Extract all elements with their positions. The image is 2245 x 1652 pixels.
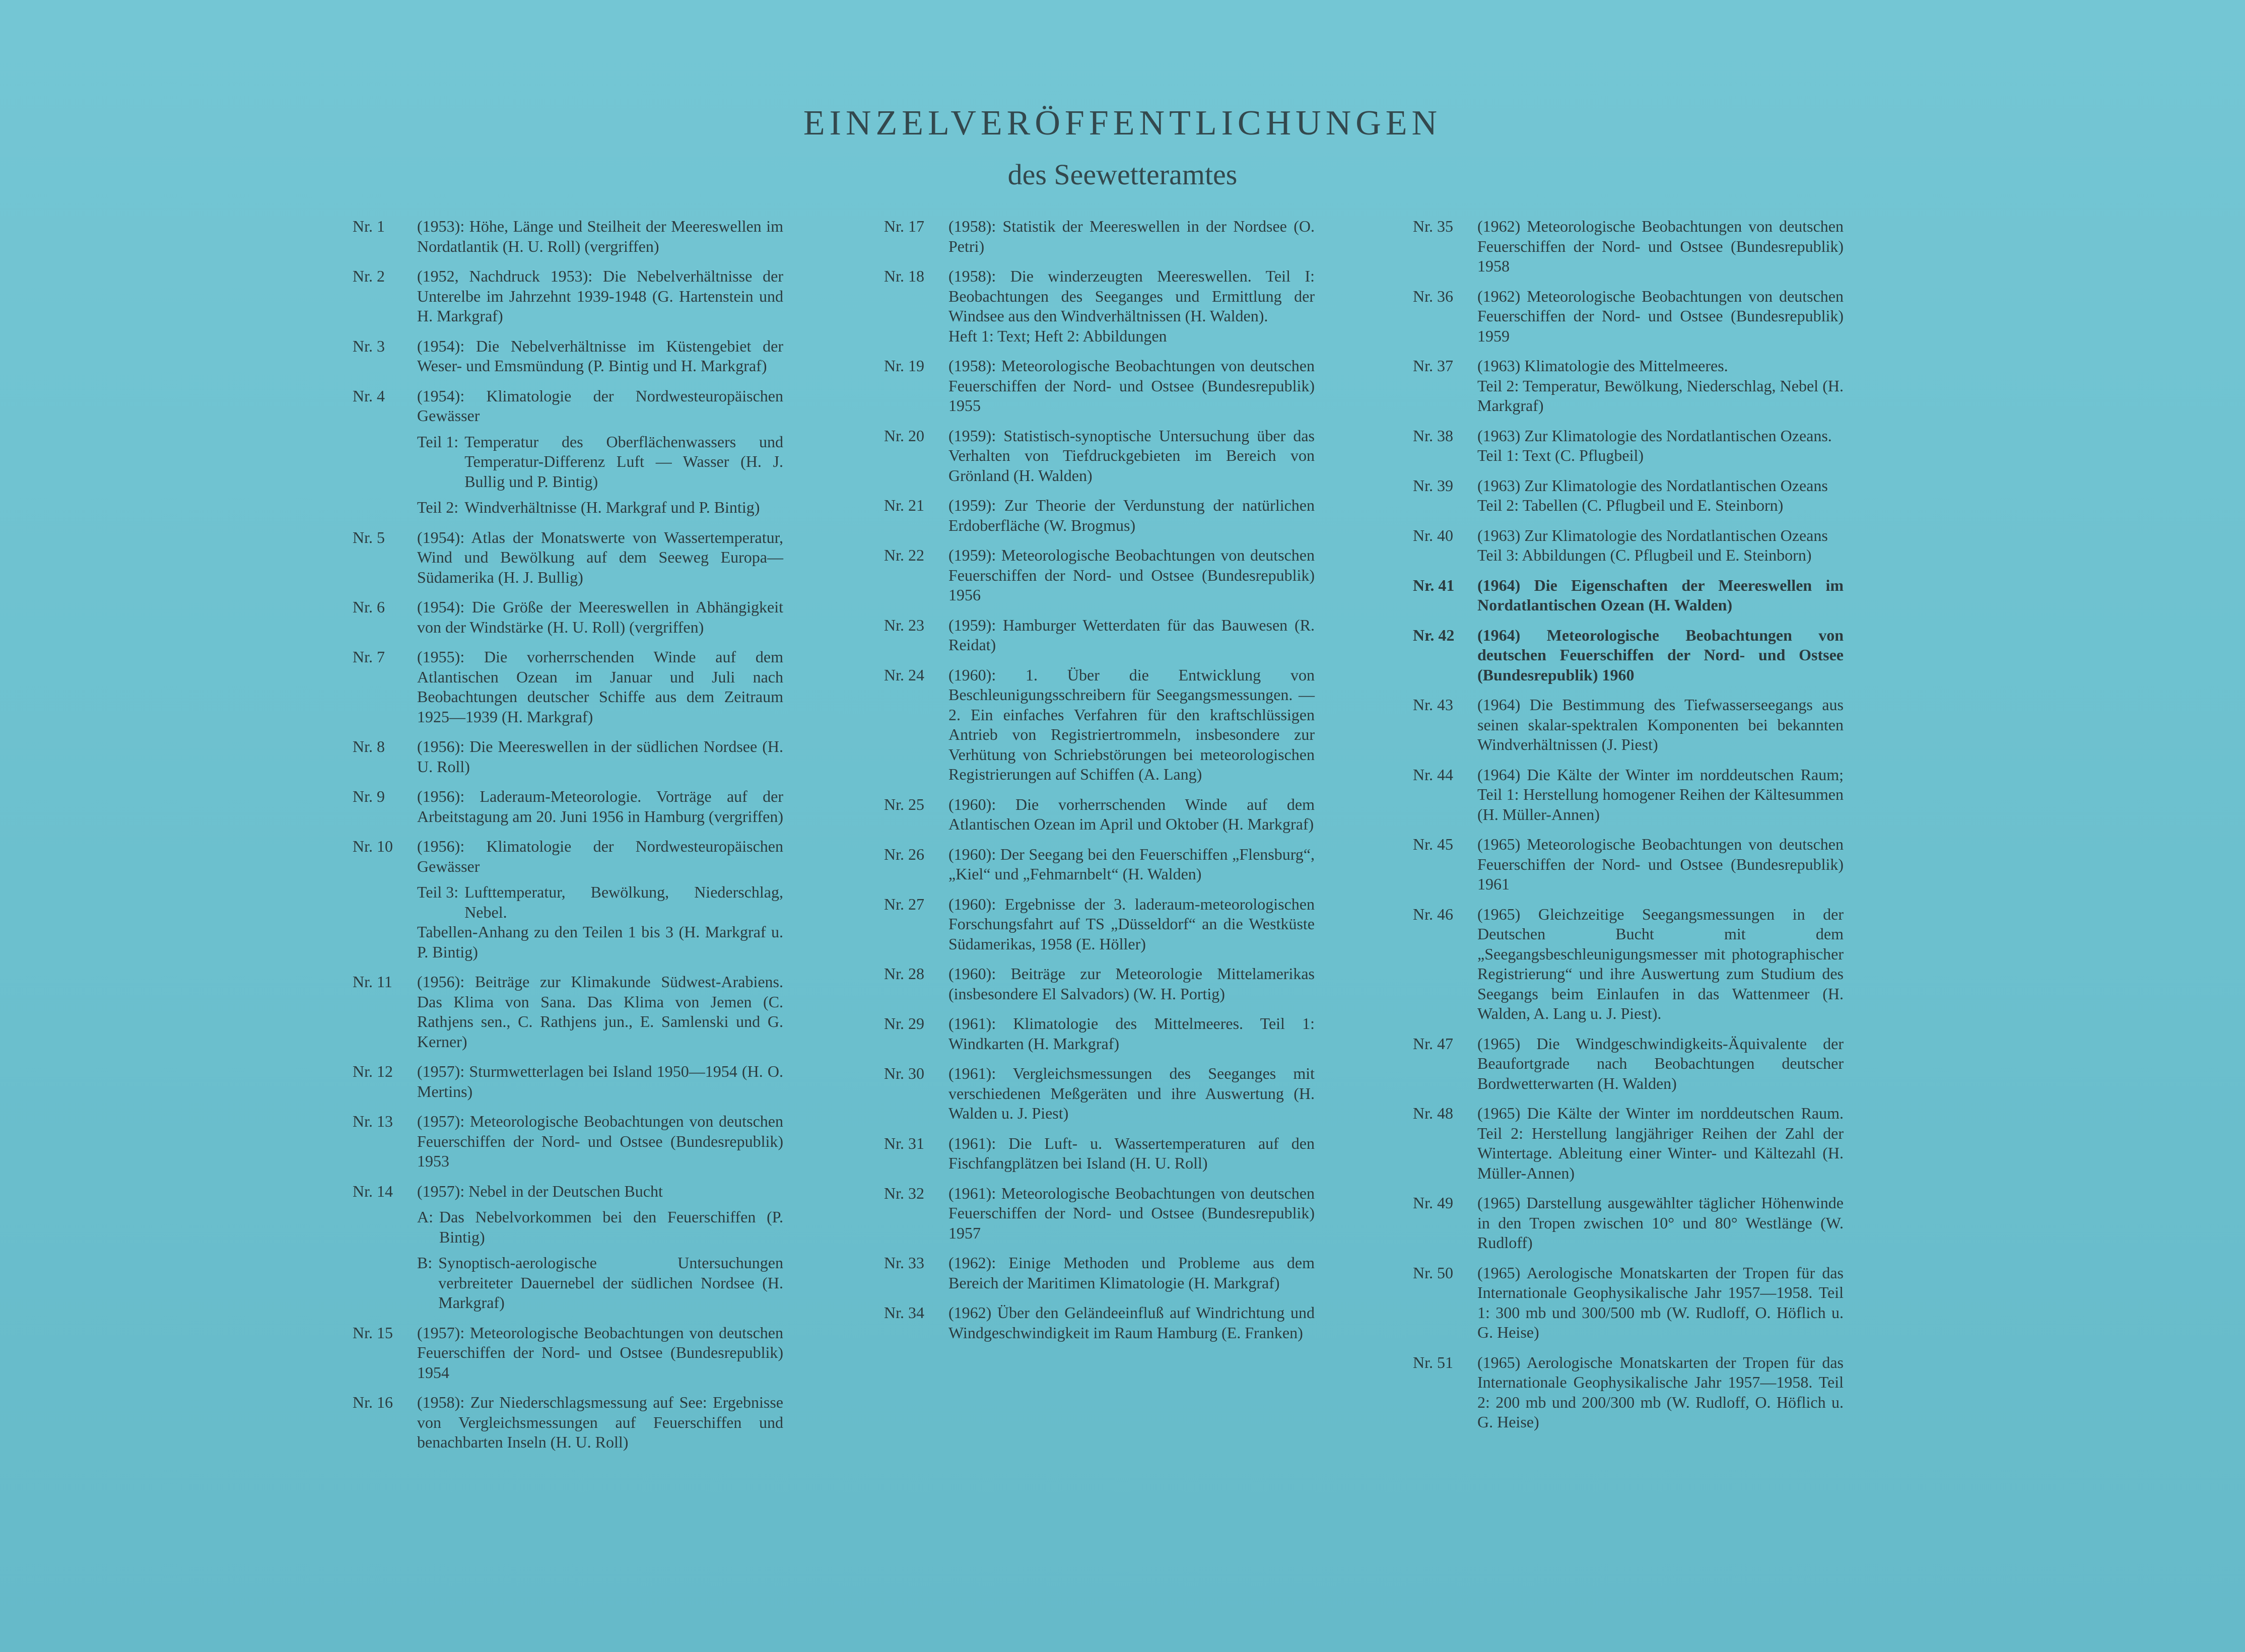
entry-number: Nr. 40 <box>1413 526 1453 544</box>
entry-text: (1957): Sturmwetterlagen bei Island 1950—1954 (H. O. Mertins) <box>417 1062 783 1100</box>
entry-number: Nr. 30 <box>884 1064 924 1082</box>
publication-entry <box>884 845 1315 884</box>
entry-text: (1957): Meteorologische Beobachtungen von deutschen Feuerschiffen der Nord- und Ostsee (Bundesrepublik) 1953 <box>417 1112 783 1170</box>
entry-text: (1963) Zur Klimatologie des Nordatlantischen Ozeans <box>1477 476 1828 495</box>
entry-text: (1964) Die Kälte der Winter im norddeutschen Raum; Teil 1: Herstellung homogener Reihen der Kältesummen (H. Müller-Annen) <box>1477 765 1844 823</box>
entry-text: (1961): Die Luft- u. Wassertemperaturen auf den Fischfangplätzen bei Island (H. U. Roll) <box>948 1134 1315 1172</box>
entry-body <box>417 647 783 727</box>
entry-text: (1965) Die Kälte der Winter im norddeutschen Raum. Teil 2: Herstellung langjähriger Reihen der Zahl der Wintertage. Ableitung einer Winter- und Kältezahl (H. Müller-Annen) <box>1477 1104 1844 1182</box>
entry-number: Nr. 9 <box>353 787 385 805</box>
entry-number: Nr. 19 <box>884 357 924 375</box>
publication-entry <box>1413 1034 1844 1094</box>
entry-number: Nr. 25 <box>884 795 924 813</box>
publication-entry <box>1413 526 1844 566</box>
entry-body <box>1477 576 1844 615</box>
entry-body <box>417 972 783 1052</box>
entry-body <box>417 1112 783 1172</box>
entry-text: (1965) Meteorologische Beobachtungen von deutschen Feuerschiffen der Nord- und Ostsee (Bundesrepublik) 1961 <box>1477 835 1844 893</box>
entry-number: Nr. 3 <box>353 336 385 355</box>
entry-text: (1952, Nachdruck 1953): Die Nebelverhältnisse der Unterelbe im Jahrzehnt 1939-1948 (G. Hartenstein und H. Markgraf) <box>417 267 783 325</box>
entry-text: (1960): Ergebnisse der 3. laderaum-meteorologischen Forschungsfahrt auf TS „Düsseldorf“ an die Westküste Südamerikas, 1958 (E. Höller) <box>948 894 1315 953</box>
entry-body <box>1477 626 1844 685</box>
entry-part-text: Windverhältnisse (H. Markgraf und P. Bintig) <box>464 498 760 516</box>
entry-text: (1965) Darstellung ausgewählter täglicher Höhenwinde in den Tropen zwischen 10° und 80° Westlänge (W. Rudloff) <box>1477 1194 1844 1252</box>
entry-body <box>1477 1193 1844 1253</box>
entry-part <box>417 432 783 492</box>
entry-body <box>1477 835 1844 894</box>
publication-entry <box>353 266 783 326</box>
publication-entry <box>884 1303 1315 1343</box>
entry-body <box>417 737 783 777</box>
entry-text: (1963) Klimatologie des Mittelmeeres. <box>1477 357 1728 375</box>
publication-entry <box>353 737 783 777</box>
entry-body <box>417 1393 783 1453</box>
entry-text: (1954): Die Größe der Meereswellen in Abhängigkeit von der Windstärke (H. U. Roll) (vergriffen) <box>417 598 783 636</box>
entry-body <box>1477 1034 1844 1094</box>
entry-body <box>948 545 1315 605</box>
entry-number: Nr. 10 <box>353 837 393 855</box>
entry-number: Nr. 48 <box>1413 1104 1453 1122</box>
entry-part-text: Synoptisch-aerologische Untersuchungen verbreiteter Dauernebel der südlichen Nordsee (H. Markgraf) <box>438 1254 783 1312</box>
publication-entry <box>1413 1193 1844 1253</box>
publication-entry <box>1413 217 1844 277</box>
entry-number: Nr. 21 <box>884 496 924 514</box>
entry-body <box>1477 1263 1844 1343</box>
publication-entry <box>353 972 783 1052</box>
publication-entry <box>1413 426 1844 466</box>
entry-text: (1964) Die Bestimmung des Tiefwasserseegangs aus seinen skalar-spektralen Komponenten bei bekannten Windverhältnissen (J. Piest) <box>1477 696 1844 753</box>
publication-entry <box>884 795 1315 835</box>
entry-text: (1956): Laderaum-Meteorologie. Vorträge auf der Arbeitstagung am 20. Juni 1956 in Hamburg (vergriffen) <box>417 787 783 825</box>
publication-entry <box>353 597 783 637</box>
publication-entry <box>353 1393 783 1453</box>
entry-body <box>948 496 1315 535</box>
entry-text: (1961): Klimatologie des Mittelmeeres. Teil 1: Windkarten (H. Markgraf) <box>948 1014 1315 1053</box>
entry-number: Nr. 28 <box>884 965 924 983</box>
entry-part-label: Teil 3: <box>417 883 459 901</box>
publication-entry <box>884 266 1315 346</box>
publication-entry <box>1413 695 1844 755</box>
publication-entry <box>884 964 1315 1004</box>
entry-number: Nr. 33 <box>884 1254 924 1272</box>
publication-entry <box>1413 765 1844 825</box>
publication-entry <box>353 217 783 256</box>
entry-body <box>1477 426 1844 466</box>
page-title: EINZELVERÖFFENTLICHUNGEN <box>803 104 1442 143</box>
entry-number: Nr. 12 <box>353 1062 393 1080</box>
entry-text: (1960): Der Seegang bei den Feuerschiffen „Flensburg“, „Kiel“ und „Fehmarnbelt“ (H. Walden) <box>948 845 1315 883</box>
entry-part-label: A: <box>417 1208 433 1226</box>
publication-entry <box>1413 576 1844 615</box>
entry-text: (1965) Aerologische Monatskarten der Tropen für das Internationale Geophysikalische Jahr 1957—1958. Teil 2: 200 mb und 200/300 mb (W. Rudloff, O. Höflich u. G. Heise) <box>1477 1353 1844 1431</box>
entry-number: Nr. 16 <box>353 1393 393 1411</box>
entry-body <box>1477 217 1844 277</box>
entry-text: (1958): Die winderzeugten Meereswellen. Teil I: Beobachtungen des Seeganges und Ermittlung der Windsee aus den Windverhältnissen (H. Walden). <box>948 267 1315 325</box>
entry-note: Teil 2: Temperatur, Bewölkung, Niederschlag, Nebel (H. Markgraf) <box>1477 376 1844 415</box>
publication-entry <box>884 217 1315 256</box>
entry-text: (1958): Statistik der Meereswellen in der Nordsee (O. Petri) <box>948 217 1315 255</box>
entry-number: Nr. 43 <box>1413 696 1453 714</box>
entry-number: Nr. 41 <box>1413 576 1455 594</box>
publication-entry <box>884 1014 1315 1054</box>
publication-entry <box>1413 476 1844 516</box>
entry-text: (1962) Über den Geländeeinfluß auf Windrichtung und Windgeschwindigkeit im Raum Hamburg (E. Franken) <box>948 1303 1315 1342</box>
publication-entry <box>884 545 1315 605</box>
entry-note: Tabellen-Anhang zu den Teilen 1 bis 3 (H. Markgraf u. P. Bintig) <box>417 923 783 961</box>
entry-number: Nr. 45 <box>1413 835 1453 853</box>
entry-number: Nr. 51 <box>1413 1353 1453 1371</box>
publication-entry <box>884 1253 1315 1293</box>
publication-entry <box>1413 835 1844 894</box>
entry-text: (1962) Meteorologische Beobachtungen von deutschen Feuerschiffen der Nord- und Ostsee (Bundesrepublik) 1958 <box>1477 217 1844 275</box>
publication-entry <box>884 496 1315 535</box>
entry-text: (1957): Nebel in der Deutschen Bucht <box>417 1182 663 1200</box>
publication-entry <box>353 386 783 518</box>
entry-text: (1963) Zur Klimatologie des Nordatlantischen Ozeans. <box>1477 426 1832 445</box>
entry-text: (1954): Atlas der Monatswerte von Wassertemperatur, Wind und Bewölkung auf dem Seeweg Europa—Südamerika (H. J. Bullig) <box>417 528 783 586</box>
entry-number: Nr. 38 <box>1413 426 1453 445</box>
entry-number: Nr. 47 <box>1413 1034 1453 1053</box>
publication-entry <box>1413 626 1844 685</box>
entry-text: (1959): Meteorologische Beobachtungen von deutschen Feuerschiffen der Nord- und Ostsee (Bundesrepublik) 1956 <box>948 546 1315 604</box>
entry-body <box>948 1014 1315 1054</box>
entry-body <box>1477 765 1844 825</box>
entry-number: Nr. 29 <box>884 1014 924 1032</box>
entry-part <box>417 498 783 518</box>
entry-body <box>948 894 1315 954</box>
publication-entry <box>1413 905 1844 1024</box>
publication-entry <box>1413 1353 1844 1432</box>
publication-entry <box>353 647 783 727</box>
entry-body <box>1477 356 1844 416</box>
page-subtitle: des Seewetteramtes <box>1007 158 1238 191</box>
entry-text: (1963) Zur Klimatologie des Nordatlantischen Ozeans <box>1477 526 1828 544</box>
entry-body <box>948 266 1315 346</box>
publication-entry <box>884 1134 1315 1174</box>
entry-body <box>948 426 1315 486</box>
entry-number: Nr. 20 <box>884 426 924 445</box>
entry-part-label: Teil 2: <box>417 498 459 516</box>
entry-body <box>948 1253 1315 1293</box>
entry-part <box>417 882 783 922</box>
entry-body <box>948 615 1315 655</box>
entry-text: (1956): Beiträge zur Klimakunde Südwest-Arabiens. Das Klima von Sana. Das Klima von Jemen (C. Rathjens sen., C. Rathjens jun., E. Samlenski und G. Kerner) <box>417 973 783 1051</box>
entry-number: Nr. 50 <box>1413 1263 1453 1282</box>
entry-part-label: Teil 1: <box>417 432 459 451</box>
entry-body <box>417 217 783 256</box>
entry-body <box>1477 287 1844 347</box>
entry-body <box>948 1184 1315 1244</box>
entry-text: (1960): Beiträge zur Meteorologie Mittelamerikas (insbesondere El Salvadors) (W. H. Portig) <box>948 965 1315 1003</box>
publication-entry <box>353 1112 783 1172</box>
entry-body <box>417 597 783 637</box>
entry-part <box>417 1207 783 1247</box>
entry-text: (1958): Meteorologische Beobachtungen von deutschen Feuerschiffen der Nord- und Ostsee (Bundesrepublik) 1955 <box>948 357 1315 415</box>
entry-body <box>948 795 1315 835</box>
entry-text: (1959): Hamburger Wetterdaten für das Bauwesen (R. Reidat) <box>948 615 1315 654</box>
entry-number: Nr. 44 <box>1413 765 1453 784</box>
entry-number: Nr. 15 <box>353 1323 393 1342</box>
entry-text: (1961): Vergleichsmessungen des Seeganges mit verschiedenen Meßgeräten und ihre Auswertung (H. Walden u. J. Piest) <box>948 1064 1315 1122</box>
column-3 <box>1413 217 1844 1442</box>
entry-body <box>948 1064 1315 1124</box>
entry-body <box>1477 1353 1844 1432</box>
publication-entry <box>353 837 783 962</box>
entry-number: Nr. 11 <box>353 973 392 991</box>
entry-body <box>1477 905 1844 1024</box>
entry-note: Teil 3: Abbildungen (C. Pflugbeil und E. Steinborn) <box>1477 546 1812 564</box>
entry-number: Nr. 14 <box>353 1182 393 1200</box>
entry-body <box>417 787 783 827</box>
entry-number: Nr. 46 <box>1413 905 1453 923</box>
publication-entry <box>884 426 1315 486</box>
entry-body <box>1477 476 1844 516</box>
entry-text: (1964) Meteorologische Beobachtungen von deutschen Feuerschiffen der Nord- und Ostsee (Bundesrepublik) 1960 <box>1477 626 1844 684</box>
entry-body <box>948 964 1315 1004</box>
entry-text: (1965) Die Windgeschwindigkeits-Äquivalente der Beaufortgrade nach Beobachtungen deutscher Bordwetterwarten (H. Walden) <box>1477 1034 1844 1092</box>
entry-body <box>417 266 783 326</box>
entry-body <box>948 1134 1315 1174</box>
publication-entry <box>884 356 1315 416</box>
entry-number: Nr. 17 <box>884 217 924 235</box>
entry-text: (1962) Meteorologische Beobachtungen von deutschen Feuerschiffen der Nord- und Ostsee (Bundesrepublik) 1959 <box>1477 287 1844 345</box>
entry-text: (1965) Gleichzeitige Seegangsmessungen in der Deutschen Bucht mit dem „Seegangsbeschleunigungsmesser mit photographischer Registrierung“ und ihre Auswertung zum Studium des Seegangs beim Einlaufen in das Wattenmeer (H. Walden, A. Lang u. J. Piest). <box>1477 905 1844 1022</box>
publication-entry <box>353 1062 783 1102</box>
entry-part-text: Temperatur des Oberflächenwassers und Temperatur-Differenz Luft — Wasser (H. J. Bullig und P. Bintig) <box>464 432 783 491</box>
publication-entry <box>353 787 783 827</box>
entry-text: (1959): Zur Theorie der Verdunstung der natürlichen Erdoberfläche (W. Brogmus) <box>948 496 1315 534</box>
entry-body <box>417 336 783 376</box>
entry-number: Nr. 7 <box>353 648 385 666</box>
entry-text: (1960): Die vorherrschenden Winde auf dem Atlantischen Ozean im April und Oktober (H. Markgraf) <box>948 795 1315 833</box>
entry-body <box>948 1303 1315 1343</box>
entry-number: Nr. 49 <box>1413 1194 1453 1212</box>
entry-number: Nr. 13 <box>353 1112 393 1130</box>
column-2 <box>884 217 1315 1353</box>
entry-body <box>1477 1104 1844 1183</box>
entry-number: Nr. 36 <box>1413 287 1453 305</box>
entry-text: (1961): Meteorologische Beobachtungen von deutschen Feuerschiffen der Nord- und Ostsee (Bundesrepublik) 1957 <box>948 1184 1315 1242</box>
entry-part-label: B: <box>417 1254 433 1272</box>
entry-body <box>417 1182 783 1313</box>
entry-number: Nr. 8 <box>353 737 385 755</box>
publication-entry <box>1413 287 1844 347</box>
entry-part <box>417 1253 783 1313</box>
entry-body <box>417 1062 783 1102</box>
entry-text: (1958): Zur Niederschlagsmessung auf See: Ergebnisse von Vergleichsmessungen auf Feuerschiffen und benachbarten Inseln (H. U. Roll) <box>417 1393 783 1451</box>
entry-text: (1959): Statistisch-synoptische Untersuchung über das Verhalten von Tiefdruckgebieten im Bereich von Grönland (H. Walden) <box>948 426 1315 485</box>
entry-number: Nr. 22 <box>884 546 924 564</box>
entry-text: (1954): Klimatologie der Nordwesteuropäischen Gewässer <box>417 386 783 425</box>
publication-entry <box>1413 356 1844 416</box>
publication-entry <box>353 336 783 376</box>
publication-entry <box>353 528 783 588</box>
column-1 <box>353 217 783 1463</box>
entry-number: Nr. 37 <box>1413 357 1453 375</box>
entry-body <box>948 845 1315 884</box>
publication-entry <box>884 894 1315 954</box>
entry-body <box>417 837 783 962</box>
publication-entry <box>884 1184 1315 1244</box>
publication-entry <box>1413 1263 1844 1343</box>
entry-body <box>1477 526 1844 566</box>
entry-body <box>417 386 783 518</box>
entry-text: (1960): 1. Über die Entwicklung von Beschleunigungsschreibern für Seegangsmessungen. — 2. Ein einfaches Verfahren für den kraftschlüssigen Antrieb von Registriertrommeln, insbesondere zur Verhütung von Schriebstörungen bei meteorologischen Registrierungen auf Schiffen (A. Lang) <box>948 665 1315 783</box>
entry-number: Nr. 6 <box>353 598 385 616</box>
entry-note: Teil 2: Tabellen (C. Pflugbeil und E. Steinborn) <box>1477 496 1784 514</box>
entry-number: Nr. 18 <box>884 267 924 285</box>
entry-body <box>948 217 1315 256</box>
publication-entry <box>884 615 1315 655</box>
entry-number: Nr. 27 <box>884 894 924 913</box>
entry-number: Nr. 32 <box>884 1184 924 1202</box>
entry-body <box>1477 695 1844 755</box>
entry-number: Nr. 23 <box>884 615 924 634</box>
entry-number: Nr. 26 <box>884 845 924 863</box>
entry-body <box>948 356 1315 416</box>
entry-text: (1957): Meteorologische Beobachtungen von deutschen Feuerschiffen der Nord- und Ostsee (Bundesrepublik) 1954 <box>417 1323 783 1382</box>
entry-part-text: Das Nebelvorkommen bei den Feuerschiffen (P. Bintig) <box>439 1208 783 1246</box>
entry-text: (1956): Klimatologie der Nordwesteuropäischen Gewässer <box>417 837 783 875</box>
entry-number: Nr. 4 <box>353 386 385 405</box>
entry-text: (1965) Aerologische Monatskarten der Tropen für das Internationale Geophysikalische Jahr 1957—1958. Teil 1: 300 mb und 300/500 mb (W. Rudloff, O. Höflich u. G. Heise) <box>1477 1263 1844 1341</box>
entry-number: Nr. 1 <box>353 217 385 235</box>
publication-entry <box>884 665 1315 785</box>
publication-entry <box>353 1182 783 1313</box>
entry-number: Nr. 34 <box>884 1303 924 1322</box>
entry-number: Nr. 39 <box>1413 476 1453 495</box>
entry-text: (1956): Die Meereswellen in der südlichen Nordsee (H. U. Roll) <box>417 737 783 776</box>
entry-text: (1955): Die vorherrschenden Winde auf dem Atlantischen Ozean im Januar und Juli nach Beobachtungen deutscher Schiffe aus dem Zeitraum 1925—1939 (H. Markgraf) <box>417 648 783 726</box>
entry-number: Nr. 2 <box>353 267 385 285</box>
entry-text: (1962): Einige Methoden und Probleme aus dem Bereich der Maritimen Klimatologie (H. Markgraf) <box>948 1254 1315 1292</box>
entry-body <box>417 1323 783 1383</box>
entry-note: Teil 1: Text (C. Pflugbeil) <box>1477 446 1644 464</box>
entry-number: Nr. 31 <box>884 1134 924 1152</box>
publication-entry <box>353 1323 783 1383</box>
entry-note: Heft 1: Text; Heft 2: Abbildungen <box>948 326 1167 345</box>
publication-entry <box>884 1064 1315 1124</box>
entry-number: Nr. 42 <box>1413 626 1455 644</box>
entry-part-text: Lufttemperatur, Bewölkung, Niederschlag, Nebel. <box>464 883 783 921</box>
entry-body <box>417 528 783 588</box>
entry-text: (1964) Die Eigenschaften der Meereswellen im Nordatlantischen Ozean (H. Walden) <box>1477 576 1844 614</box>
entry-number: Nr. 5 <box>353 528 385 546</box>
entry-text: (1953): Höhe, Länge und Steilheit der Meereswellen im Nordatlantik (H. U. Roll) (vergriffen) <box>417 217 783 255</box>
entry-text: (1954): Die Nebelverhältnisse im Küstengebiet der Weser- und Emsmündung (P. Bintig und H. Markgraf) <box>417 336 783 375</box>
entry-number: Nr. 35 <box>1413 217 1453 235</box>
entry-number: Nr. 24 <box>884 665 924 684</box>
entry-body <box>948 665 1315 785</box>
publication-entry <box>1413 1104 1844 1183</box>
